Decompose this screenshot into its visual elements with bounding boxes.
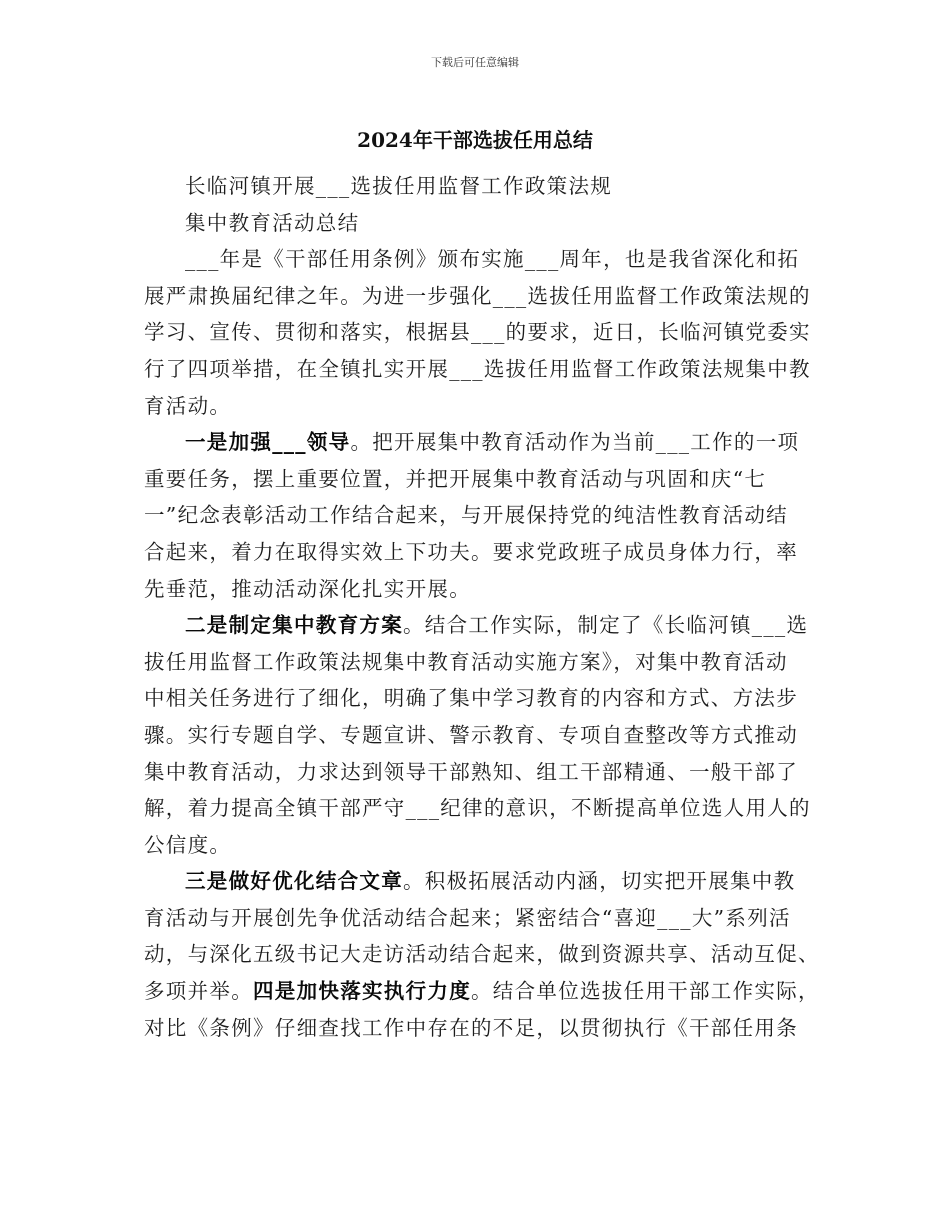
paragraph-line: 解，着力提高全镇干部严守___纪律的意识，不断提高单位选人用人的 <box>144 796 811 821</box>
paragraph-line: 行了四项举措，在全镇扎实开展___选拔任用监督工作政策法规集中教 <box>144 356 811 381</box>
paragraph-line: 学习、宣传、贯彻和落实，根据县___的要求，近日，长临河镇党委实 <box>144 320 811 345</box>
paragraph-line: 育活动。 <box>144 393 232 418</box>
document-body <box>144 168 820 1046</box>
paragraph-text: 。积极拓展活动内涵，切实把开展集中教 <box>403 869 796 894</box>
section-heading: 一是加强___领导 <box>185 430 351 455</box>
paragraph-line: 育活动与开展创先争优活动结合起来；紧密结合“喜迎___大”系列活 <box>144 905 791 930</box>
document-title: 2024年干部选拔任用总结 <box>357 128 593 152</box>
paragraph-line: 拔任用监督工作政策法规集中教育活动实施方案》，对集中教育活动 <box>144 649 788 674</box>
paragraph-line: 展严肃换届纪律之年。为进一步强化___选拔任用监督工作政策法规的 <box>144 283 811 308</box>
paragraph-line: 一”纪念表彰活动工作结合起来，与开展保持党的纯洁性教育活动结 <box>144 503 788 528</box>
paragraph-line: 重要任务，摆上重要位置，并把开展集中教育活动与巩固和庆“七 <box>144 466 767 491</box>
paragraph-line: 公信度。 <box>144 832 232 857</box>
paragraph-text: 。结合单位选拔任用干部工作实际， <box>471 979 820 1004</box>
paragraph-line <box>144 607 814 644</box>
paragraph-line: 集中教育活动，力求达到领导干部熟知、组工干部精通、一般干部了 <box>144 759 798 784</box>
paragraph-text: 。把开展集中教育活动作为当前___工作的一项 <box>350 430 800 455</box>
paragraph-line <box>144 863 814 900</box>
paragraph-line: 合起来，着力在取得实效上下功夫。要求党政班子成员身体力行，率 <box>144 539 798 564</box>
paragraph-line: 对比《条例》仔细查找工作中存在的不足，以贯彻执行《干部任用条 <box>144 1015 798 1040</box>
paragraph-line <box>144 973 820 1010</box>
paragraph-line: 动，与深化五级书记大走访活动结合起来，做到资源共享、活动互促、 <box>144 942 820 967</box>
paragraph-line: ___年是《干部任用条例》颁布实施___周年，也是我省深化和拓 <box>185 247 800 272</box>
subtitle-line: 长临河镇开展___选拔任用监督工作政策法规 <box>185 174 613 198</box>
section-heading: 三是做好优化结合文章 <box>185 869 403 894</box>
page-header: 下载后可任意编辑 <box>431 56 519 69</box>
section-heading: 四是加快落实执行力度 <box>253 979 471 1004</box>
paragraph-line: 先垂范，推动活动深化扎实开展。 <box>144 576 471 601</box>
section-heading: 二是制定集中教育方案 <box>185 613 403 638</box>
paragraph-line: 骤。实行专题自学、专题宣讲、警示教育、专项自查整改等方式推动 <box>144 722 798 747</box>
paragraph-text: 多项并举。 <box>144 979 253 1004</box>
paragraph-text: 。结合工作实际，制定了《长临河镇___选 <box>403 613 809 638</box>
paragraph-line <box>144 424 814 461</box>
subtitle-line: 集中教育活动总结 <box>185 210 360 235</box>
paragraph-line: 中相关任务进行了细化，明确了集中学习教育的内容和方式、方法步 <box>144 686 798 711</box>
